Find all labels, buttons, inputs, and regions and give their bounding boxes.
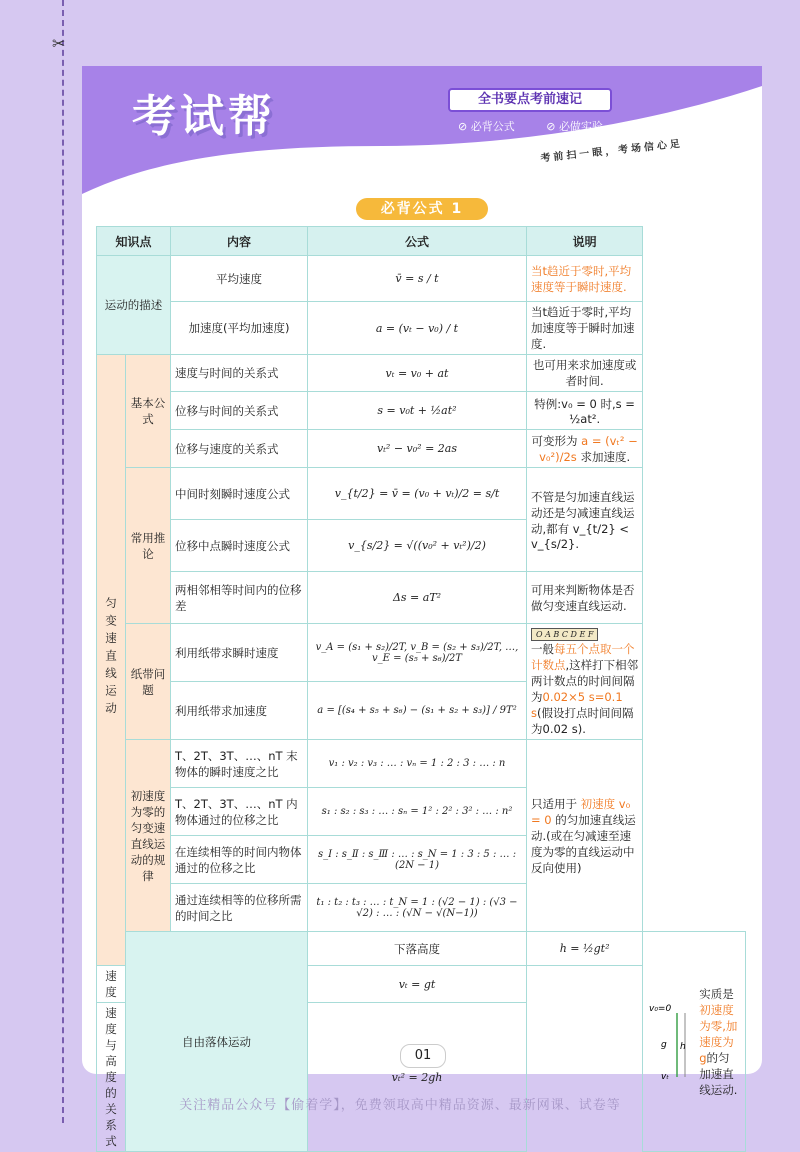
cell-content: 两相邻相等时间内的位移差 [171,572,308,624]
cell-content: 位移中点瞬时速度公式 [171,520,308,572]
cell-formula: vₜ = v₀ + at [308,355,527,392]
section-title: 必背公式 1 [356,198,488,220]
note-formula: a = (vₜ² − v₀²)/2s [539,433,638,464]
cell-note: 当t趋近于零时,平均速度等于瞬时速度. [527,256,643,302]
cell-formula: t₁ : t₂ : t₃ : … : t_N = 1 : (√2 − 1) : (√3 − √2) : … : (√N − √(N−1)) [308,884,527,932]
cell-note: 当t趋近于零时,平均加速度等于瞬时加速度. [527,302,643,355]
svg-text:h: h [680,1041,686,1052]
cell-note: 只适用于 初速度 v₀ = 0 的匀加速直线运动.(或在匀减速至速度为零的直线运动中反向使用) [527,740,643,932]
cell-formula: a = [(s₄ + s₅ + s₆) − (s₁ + s₂ + s₃)] / 9T² [308,682,527,740]
cell-formula: vₜ = gt [308,966,527,1003]
paper-tape-diagram: O A B C D E F [531,628,598,641]
cell-content: 位移与速度的关系式 [171,430,308,468]
freefall-diagram [647,999,691,1085]
cell-formula: v_{s/2} = √((v₀² + vₜ²)/2) [308,520,527,572]
cell-content: 利用纸带求加速度 [171,682,308,740]
cell-content: T、2T、3T、…、nT 内物体通过的位移之比 [171,788,308,836]
table-header [97,227,746,256]
table-row [97,788,746,836]
table-row [97,256,746,302]
cell-formula: v_{t/2} = v̄ = (v₀ + vₜ)/2 = s/t [308,468,527,520]
table-row [97,624,746,682]
topic-motion: 运动的描述 [97,256,171,355]
cell-content: 下落高度 [308,932,527,966]
topic-uniform: 匀变速直线运动 [97,355,126,966]
cell-formula: a = (vₜ − v₀) / t [308,302,527,355]
cell-formula: vₜ² − v₀² = 2as [308,430,527,468]
table-row [97,836,746,884]
cell-formula: vₜ² = 2gh [308,1003,527,1152]
header-formula: 公式 [308,227,527,256]
svg-text:vₜ: vₜ [661,1071,670,1082]
slogan: 考前扫一眼，考场信心足 [540,138,684,165]
cell-formula: s_Ⅰ : s_Ⅱ : s_Ⅲ : … : s_N = 1 : 3 : 5 : … : (2N − 1) [308,836,527,884]
cell-formula: v̄ = s / t [308,256,527,302]
cell-content: 速度与时间的关系式 [171,355,308,392]
book-tag: 全书要点考前速记 [448,88,612,112]
scissors-icon: ✂ [52,34,66,53]
subtopic-zero: 初速度为零的匀变速直线运动的规律 [126,740,171,932]
cell-content: 加速度(平均加速度) [171,302,308,355]
cell-note: v₀=0 g h vₜ 实质是初速度为零,加速度为 g的匀加速直线运动. [643,932,746,1152]
check-formula: ⊘ 必背公式 [458,120,515,133]
svg-text:v₀=0: v₀=0 [649,1003,672,1014]
table-row [97,355,746,392]
cell-content: T、2T、3T、…、nT 末物体的瞬时速度之比 [171,740,308,788]
table-row [97,884,746,932]
cell-content: 中间时刻瞬时速度公式 [171,468,308,520]
table-row [97,520,746,572]
cell-content: 速度 [97,966,126,1003]
table-row [97,740,746,788]
cell-note: 也可用来求加速度或者时间. [527,355,643,392]
header-content: 内容 [171,227,308,256]
cell-note: 可用来判断物体是否做匀变速直线运动. [527,572,643,624]
table-row [97,430,746,468]
cell-content: 位移与时间的关系式 [171,392,308,430]
cell-note: 特例:v₀ = 0 时,s = ½at². [527,392,643,430]
topic-freefall: 自由落体运动 [126,932,308,1152]
page-number: 01 [400,1044,446,1068]
logo: 考试帮 [132,91,276,142]
subtopic-infer: 常用推论 [126,468,171,624]
check-list [458,118,631,134]
cell-content: 通过连续相等的位移所需的时间之比 [171,884,308,932]
cell-formula: v_A = (s₁ + s₂)/2T, v_B = (s₂ + s₃)/2T, …, v_E = (s₅ + s₆)/2T [308,624,527,682]
table-row [97,468,746,520]
cell-formula: h = ½gt² [527,932,643,966]
cell-note: 可变形为 a = (vₜ² − v₀²)/2s 求加速度. [527,430,643,468]
cut-line [62,0,64,1123]
cell-content: 平均速度 [171,256,308,302]
subtopic-tape: 纸带问题 [126,624,171,740]
table-row [97,682,746,740]
footer-text: 关注精品公众号【偷着学】，免费领取高中精品资源、最新网课、试卷等 [179,1098,621,1113]
subtopic-basic: 基本公式 [126,355,171,468]
cell-note: 不管是匀加速直线运动还是匀减速直线运动,都有 v_{t/2} < v_{s/2}. [527,468,643,572]
cell-formula: v₁ : v₂ : v₃ : … : vₙ = 1 : 2 : 3 : … : n [308,740,527,788]
cell-content: 利用纸带求瞬时速度 [171,624,308,682]
cell-formula: Δs = aT² [308,572,527,624]
cell-content: 速度与高度的关系式 [97,1003,126,1152]
header-topic: 知识点 [97,227,171,256]
table-row [97,302,746,355]
table-row [97,932,746,966]
header-note: 说明 [527,227,643,256]
cell-formula: s = v₀t + ½at² [308,392,527,430]
check-experiment: ⊘ 必做实验 [546,120,603,133]
cell-note: O A B C D E F 一般每五个点取一个计数点,这样打下相邻两计数点的时间间隔为0.02×5 s=0.1 s(假设打点时间间隔为0.02 s). [527,624,643,740]
svg-text:g: g [661,1039,667,1050]
table-row [97,392,746,430]
cell-content: 在连续相等的时间内物体通过的位移之比 [171,836,308,884]
table-row [97,572,746,624]
cell-formula: s₁ : s₂ : s₃ : … : sₙ = 1² : 2² : 3² : … : n² [308,788,527,836]
formula-table [96,226,746,1152]
